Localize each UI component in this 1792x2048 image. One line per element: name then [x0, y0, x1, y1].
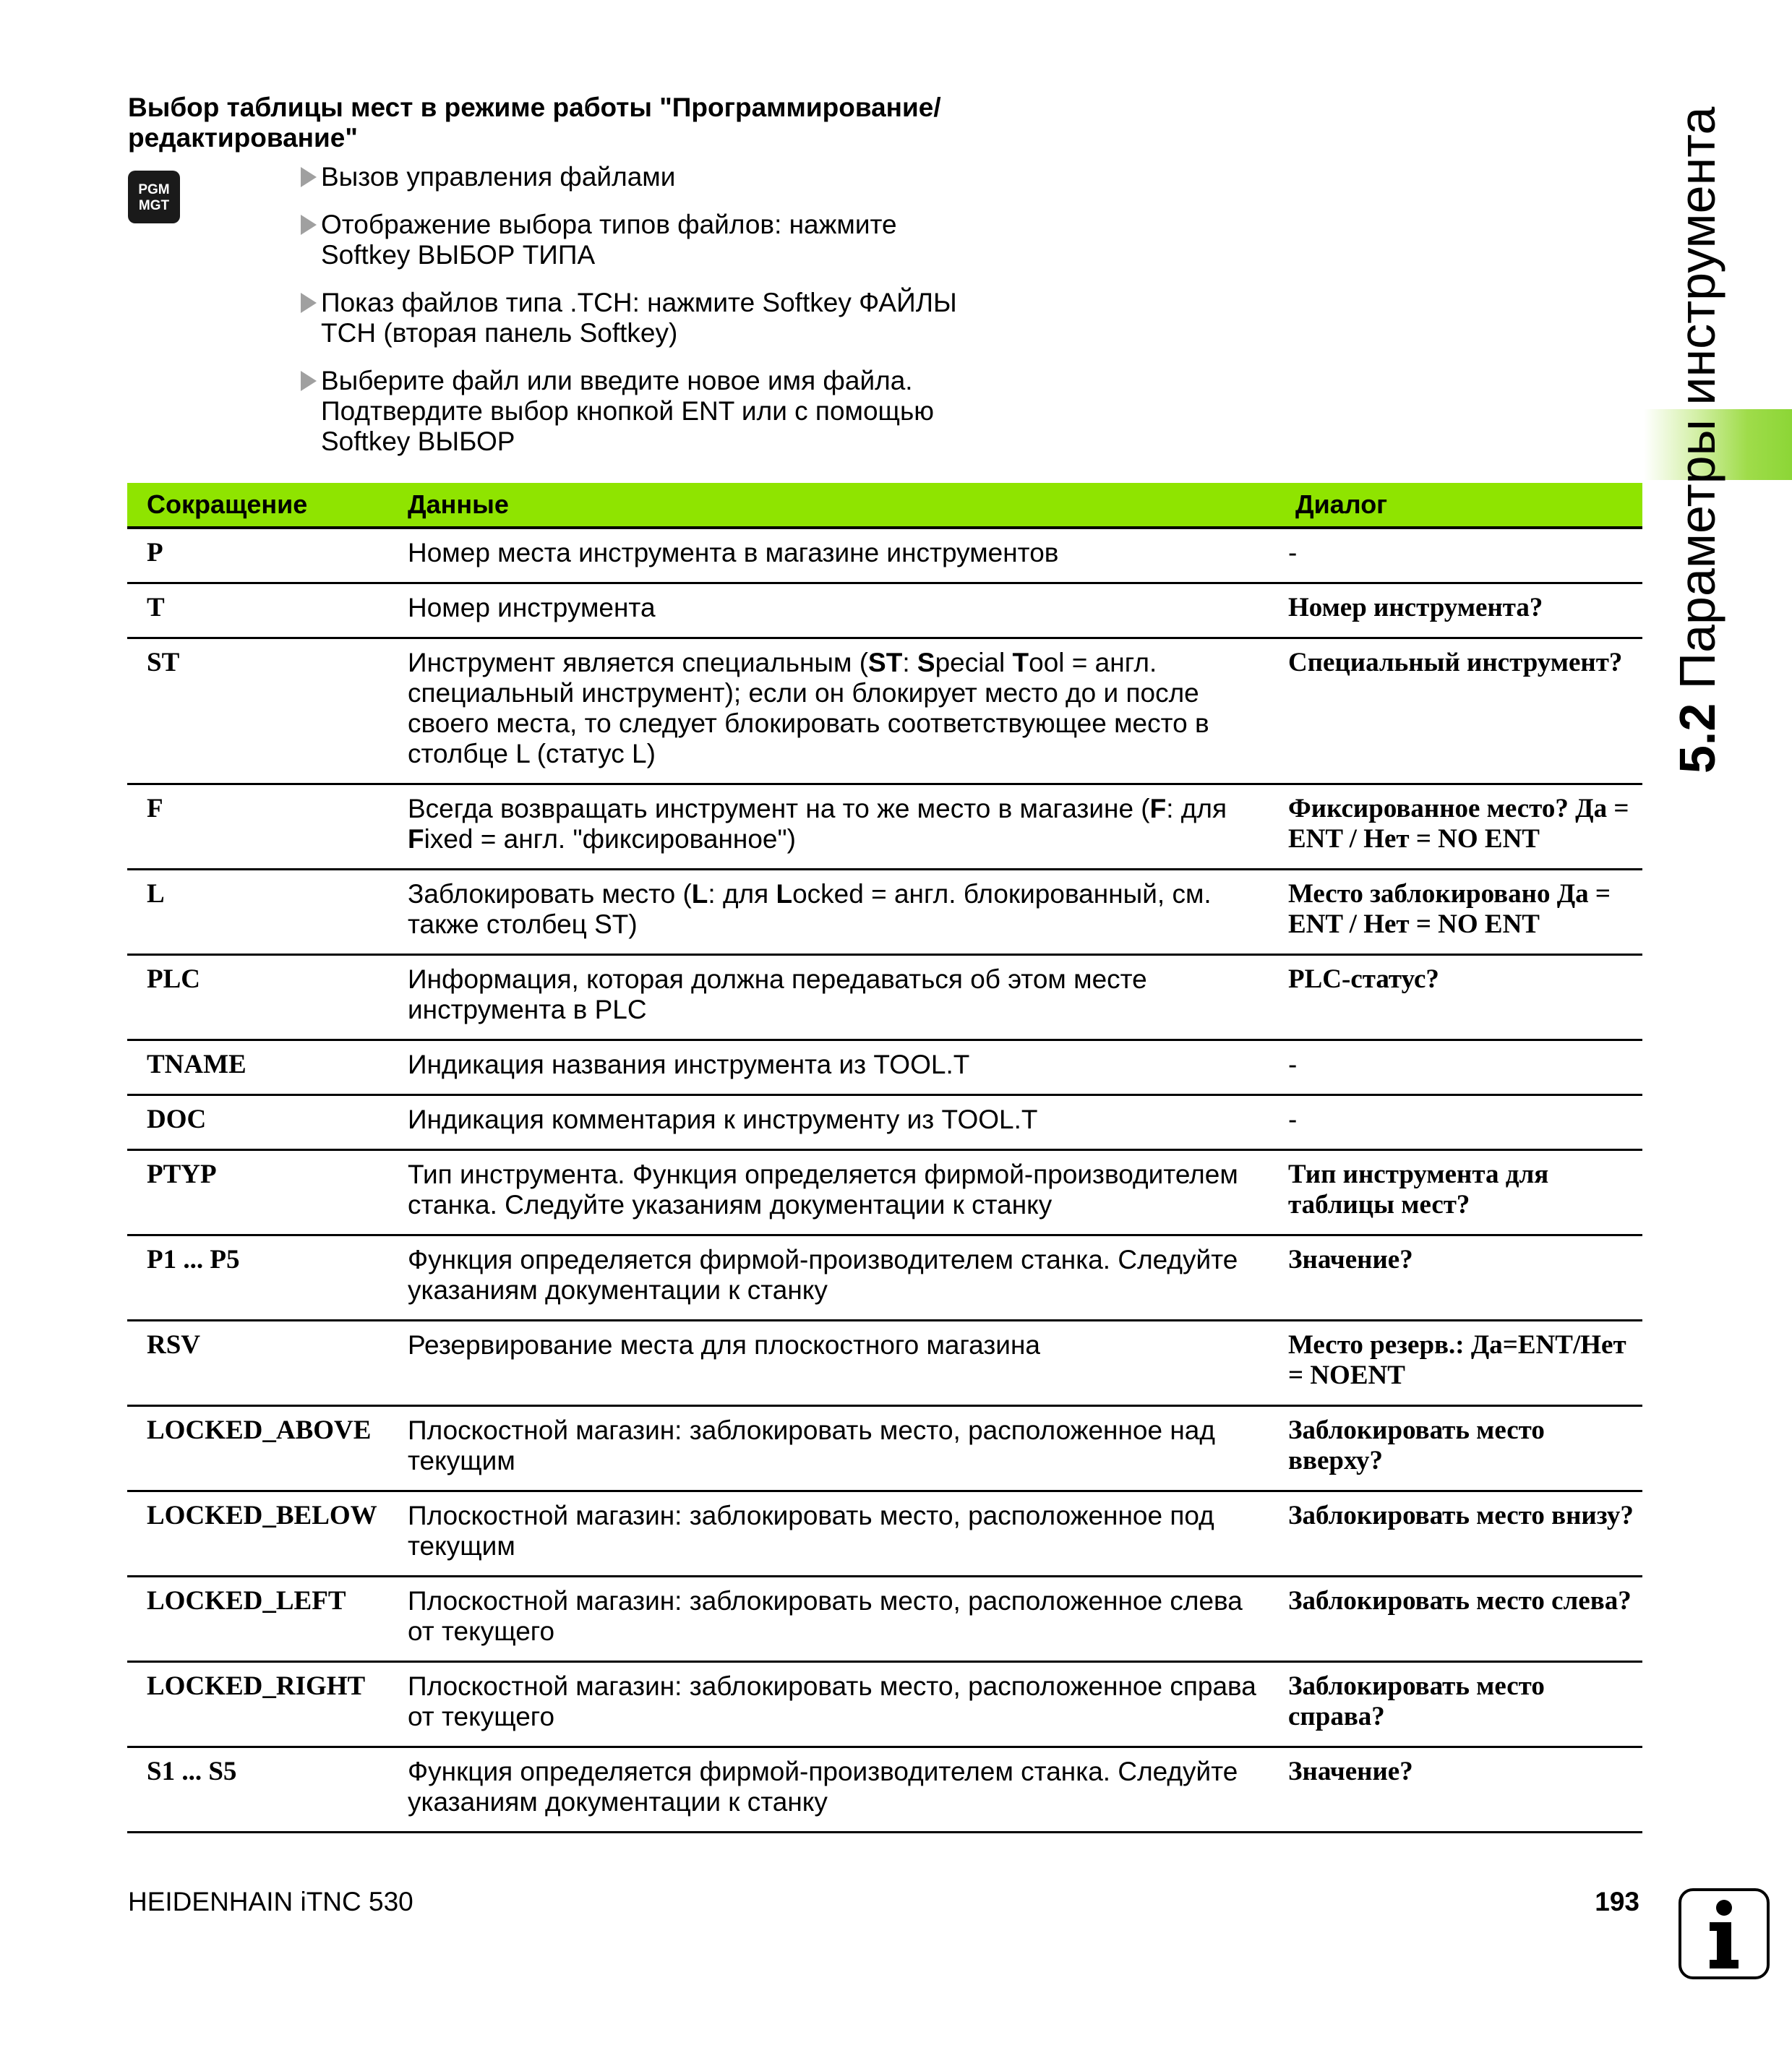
section-heading: Выбор таблицы мест в режиме работы "Программирование/ редактирование": [128, 93, 941, 153]
pgm-mgt-key-icon: [128, 171, 180, 223]
chapter-text: Параметры инструмента: [1669, 106, 1725, 690]
chapter-number: 5.2: [1669, 703, 1725, 774]
row-description: Индикация комментария к инструменту из TOOL.T: [389, 1095, 1277, 1150]
table-row: [127, 870, 1642, 955]
row-description: Плоскостной магазин: заблокировать место, расположенное под текущим: [389, 1491, 1277, 1577]
table-row: [127, 1095, 1642, 1150]
row-description: Резервирование места для плоскостного магазина: [389, 1321, 1277, 1406]
step-item: [298, 288, 992, 348]
row-abbreviation: PTYP: [127, 1150, 389, 1235]
chapter-title: [1668, 107, 1726, 774]
table-row: [127, 1235, 1642, 1321]
row-description: Функция определяется фирмой-производителем станка. Следуйте указаниям документации к станку: [389, 1235, 1277, 1321]
row-dialog: Значение?: [1277, 1747, 1642, 1833]
row-description: Функция определяется фирмой-производителем станка. Следуйте указаниям документации к станку: [389, 1747, 1277, 1833]
row-dialog: Значение?: [1277, 1235, 1642, 1321]
table-row: [127, 638, 1642, 784]
row-abbreviation: DOC: [127, 1095, 389, 1150]
row-abbreviation: LOCKED_LEFT: [127, 1577, 389, 1662]
row-dialog: Тип инструмента для таблицы мест?: [1277, 1150, 1642, 1235]
row-abbreviation: PLC: [127, 955, 389, 1040]
row-description: Тип инструмента. Функция определяется фирмой-производителем станка. Следуйте указаниям документации к станку: [389, 1150, 1277, 1235]
row-dialog: PLC-статус?: [1277, 955, 1642, 1040]
key-label-line1: PGM: [138, 181, 170, 197]
row-dialog: Заблокировать место справа?: [1277, 1662, 1642, 1747]
header-dialog: Диалог: [1277, 483, 1642, 528]
header-data: Данные: [389, 483, 1277, 528]
row-description: Всегда возвращать инструмент на то же место в магазине (F: для Fixed = англ. "фиксированное"): [389, 784, 1277, 870]
row-dialog: Заблокировать место слева?: [1277, 1577, 1642, 1662]
row-dialog: -: [1277, 1095, 1642, 1150]
row-dialog: Заблокировать место внизу?: [1277, 1491, 1642, 1577]
row-dialog: -: [1277, 1040, 1642, 1095]
instruction-steps: [298, 162, 992, 474]
key-label-line2: MGT: [138, 197, 170, 213]
row-description: Инструмент является специальным (ST: Special Tool = англ. специальный инструмент); если он блокирует место до и после своего места, то следует блокировать соответствующее место в столбце L (статус L): [389, 638, 1277, 784]
row-abbreviation: TNAME: [127, 1040, 389, 1095]
row-dialog: Специальный инструмент?: [1277, 638, 1642, 784]
row-description: Плоскостной магазин: заблокировать место, расположенное над текущим: [389, 1406, 1277, 1491]
table-row: [127, 1150, 1642, 1235]
page-number: 193: [1595, 1887, 1639, 1916]
row-abbreviation: F: [127, 784, 389, 870]
step-text: Вызов управления файлами: [321, 162, 676, 192]
step-item: [298, 210, 992, 270]
row-abbreviation: P: [127, 528, 389, 583]
row-dialog: Фиксированное место? Да = ENT / Нет = NO ENT: [1277, 784, 1642, 870]
step-text: Выберите файл или введите новое имя файла. Подтвердите выбор кнопкой ENT или с помощью Softkey ВЫБОР: [321, 366, 935, 456]
table-header-row: [127, 483, 1642, 528]
table-row: [127, 1577, 1642, 1662]
step-item: [298, 162, 992, 192]
row-dialog: Заблокировать место вверху?: [1277, 1406, 1642, 1491]
row-abbreviation: L: [127, 870, 389, 955]
row-description: Номер места инструмента в магазине инструментов: [389, 528, 1277, 583]
table-row: [127, 1321, 1642, 1406]
row-abbreviation: P1 ... P5: [127, 1235, 389, 1321]
row-description: Заблокировать место (L: для Locked = англ. блокированный, см. также столбец ST): [389, 870, 1277, 955]
row-description: Плоскостной магазин: заблокировать место, расположенное справа от текущего: [389, 1662, 1277, 1747]
info-icon: [1678, 1888, 1770, 1980]
table-row: [127, 583, 1642, 638]
table-row: [127, 1040, 1642, 1095]
row-description: Плоскостной магазин: заблокировать место, расположенное слева от текущего: [389, 1577, 1277, 1662]
row-description: Информация, которая должна передаваться об этом месте инструмента в PLC: [389, 955, 1277, 1040]
pocket-table-columns: [127, 483, 1642, 1833]
table-row: [127, 528, 1642, 583]
row-abbreviation: T: [127, 583, 389, 638]
row-dialog: Номер инструмента?: [1277, 583, 1642, 638]
triangle-bullet-icon: [301, 215, 317, 235]
triangle-bullet-icon: [301, 167, 317, 187]
table-row: [127, 1747, 1642, 1833]
triangle-bullet-icon: [301, 293, 317, 313]
row-abbreviation: RSV: [127, 1321, 389, 1406]
table-row: [127, 784, 1642, 870]
row-dialog: Место резерв.: Да=ENT/Нет = NOENT: [1277, 1321, 1642, 1406]
triangle-bullet-icon: [301, 371, 317, 391]
table-row: [127, 1491, 1642, 1577]
row-abbreviation: LOCKED_ABOVE: [127, 1406, 389, 1491]
table-row: [127, 1662, 1642, 1747]
table-row: [127, 1406, 1642, 1491]
step-text: Показ файлов типа .TCH: нажмите Softkey ФАЙЛЫ TCH (вторая панель Softkey): [321, 288, 957, 348]
step-text: Отображение выбора типов файлов: нажмите Softkey ВЫБОР ТИПА: [321, 210, 897, 270]
row-abbreviation: LOCKED_RIGHT: [127, 1662, 389, 1747]
footer-product: HEIDENHAIN iTNC 530: [128, 1887, 413, 1916]
step-item: [298, 366, 992, 457]
header-abbreviation: Сокращение: [127, 483, 389, 528]
row-description: Индикация названия инструмента из TOOL.T: [389, 1040, 1277, 1095]
table-row: [127, 955, 1642, 1040]
row-abbreviation: ST: [127, 638, 389, 784]
row-abbreviation: LOCKED_BELOW: [127, 1491, 389, 1577]
row-dialog: -: [1277, 528, 1642, 583]
row-description: Номер инструмента: [389, 583, 1277, 638]
row-abbreviation: S1 ... S5: [127, 1747, 389, 1833]
row-dialog: Место заблокировано Да = ENT / Нет = NO ENT: [1277, 870, 1642, 955]
